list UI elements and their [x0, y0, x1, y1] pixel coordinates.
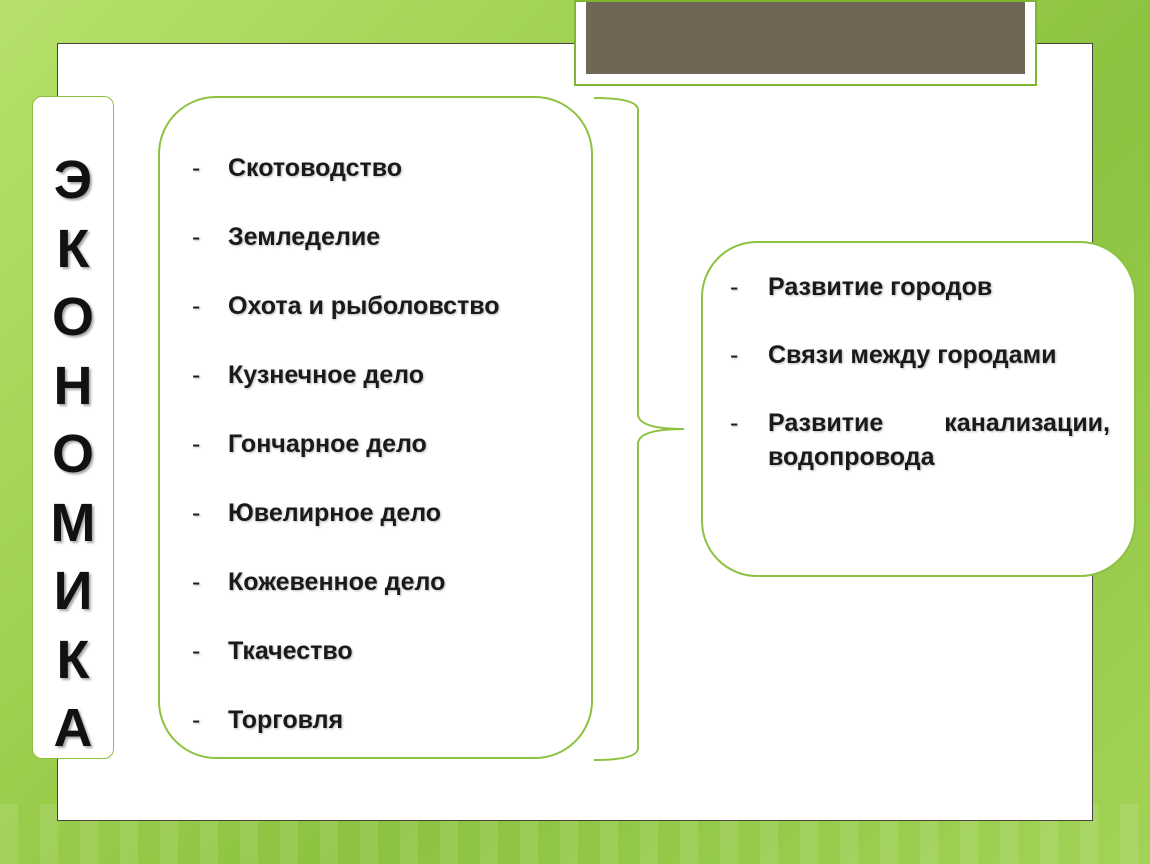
left-list-item: [192, 272, 500, 341]
bullet-dash: -: [192, 568, 201, 596]
left-list-item: [192, 548, 500, 617]
bullet-dash: -: [730, 273, 739, 301]
right-list-item-label: Развитие городов: [768, 273, 993, 301]
bullet-dash: -: [192, 706, 201, 734]
right-list-item-label: Связи между городами: [768, 341, 1057, 369]
vertical-title-letter: Э: [53, 150, 93, 210]
vertical-title-letter: К: [56, 629, 90, 690]
right-list-item-label: Развитие канализации, водопровода: [768, 409, 1110, 471]
left-list-item-label: Гончарное дело: [228, 430, 427, 458]
bullet-dash: -: [192, 292, 201, 320]
bullet-dash: -: [192, 361, 201, 389]
left-list-item-label: Кузнечное дело: [228, 361, 424, 389]
bullet-dash: -: [192, 499, 201, 527]
left-list-item-label: Земледелие: [228, 223, 381, 251]
left-list: [192, 134, 500, 755]
vertical-title-letter: Н: [53, 355, 93, 416]
left-list-item-label: Торговля: [228, 706, 344, 734]
right-list: [730, 270, 1110, 508]
title-placeholder: [574, 0, 1037, 86]
curly-brace: [592, 96, 692, 762]
left-list-item: [192, 341, 500, 410]
left-list-item-label: Кожевенное дело: [228, 568, 446, 596]
left-list-item: [192, 134, 500, 203]
right-list-item: [730, 270, 1110, 304]
bullet-dash: -: [192, 637, 201, 665]
left-list-item-label: Ткачество: [228, 637, 353, 665]
left-list-item: [192, 617, 500, 686]
left-list-item: [192, 410, 500, 479]
bullet-dash: -: [192, 154, 201, 182]
bullet-dash: -: [730, 341, 739, 369]
bullet-dash: -: [730, 409, 739, 437]
vertical-title: [32, 146, 114, 786]
vertical-title-letter: О: [51, 287, 94, 347]
left-list-item: [192, 686, 500, 755]
left-list-item-label: Скотоводство: [228, 154, 403, 182]
title-fill: [586, 2, 1025, 74]
vertical-title-letter: К: [56, 218, 90, 279]
left-list-item: [192, 203, 500, 272]
bullet-dash: -: [192, 223, 201, 251]
vertical-title-letter: И: [53, 561, 93, 621]
left-list-item: [192, 479, 500, 548]
left-list-item-label: Охота и рыболовство: [228, 292, 500, 320]
right-list-item: [730, 338, 1110, 372]
vertical-title-letter: А: [53, 698, 93, 758]
left-list-item-label: Ювелирное дело: [228, 499, 442, 527]
bullet-dash: -: [192, 430, 201, 458]
right-list-item: [730, 406, 1110, 474]
vertical-title-letter: М: [50, 492, 96, 553]
vertical-title-letter: О: [51, 424, 94, 484]
